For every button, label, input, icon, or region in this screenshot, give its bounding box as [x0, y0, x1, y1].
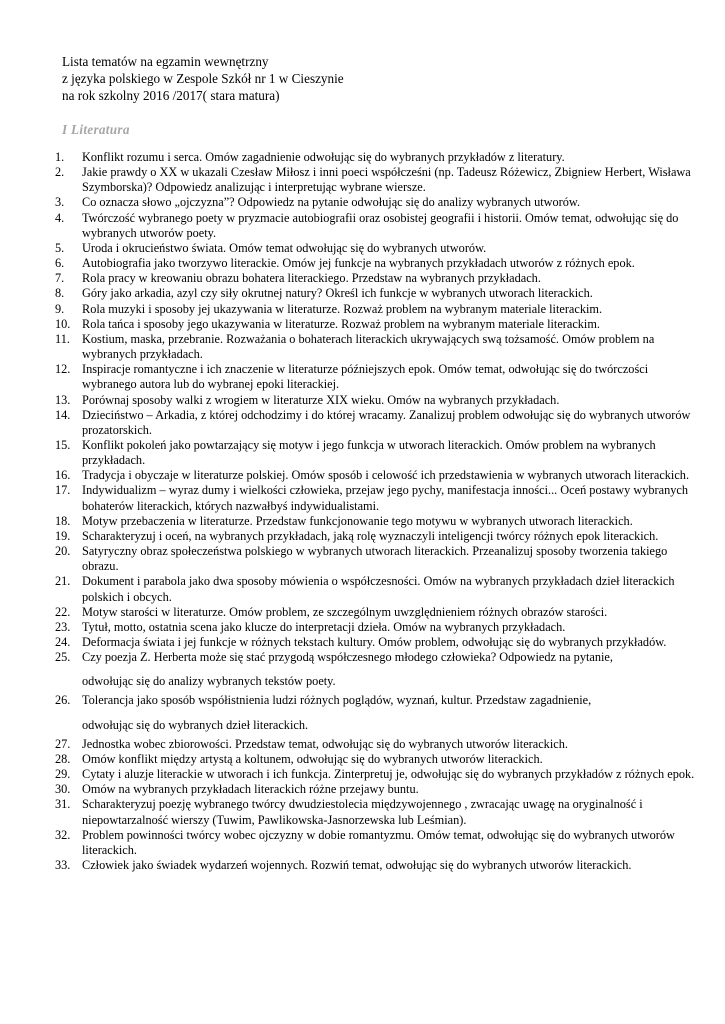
topic-item: [55, 605, 695, 620]
topic-text: Tytuł, motto, ostatnia scena jako klucze do interpretacji dzieła. Omów na wybranych przykładach.: [82, 619, 566, 634]
topic-number: 20.: [55, 544, 71, 559]
topic-text: Co oznacza słowo „ojczyzna”? Odpowiedz na pytanie odwołując się do analizy wybranych utworów.: [82, 195, 581, 210]
topic-number: 14.: [55, 407, 71, 422]
topic-item: [55, 574, 695, 604]
topic-text: Człowiek jako świadek wydarzeń wojennych. Rozwiń temat, odwołując się do wybranych utworów literackich.: [82, 858, 632, 873]
topic-text-continued: odwołując się do analizy wybranych tekstów poety.: [82, 674, 336, 689]
topic-number: 16.: [55, 468, 71, 483]
topic-number: 22.: [55, 604, 71, 619]
topic-item: [55, 241, 695, 256]
topic-item: [55, 797, 695, 827]
topic-number: 1.: [55, 150, 65, 164]
topic-item: [55, 737, 695, 752]
topic-text: Jednostka wobec zbiorowości. Przedstaw temat, odwołując się do wybranych utworów literackich.: [82, 736, 568, 751]
topic-item: [55, 529, 695, 544]
topic-number: 23.: [55, 619, 71, 634]
topic-number: 15.: [55, 437, 71, 452]
topic-item: [55, 468, 695, 483]
header-line-2: z języka polskiego w Zespole Szkół nr 1 w Cieszynie: [62, 71, 344, 86]
topic-number: 26.: [55, 693, 71, 708]
topic-text: Dzieciństwo – Arkadia, z której odchodzimy i do której wracamy. Zanalizuj problem odwołując się do wybranych utworów prozatorskich.: [82, 407, 691, 437]
topic-number: 28.: [55, 751, 71, 766]
topic-item: [55, 782, 695, 797]
topic-text: Jakie prawdy o XX w ukazali Czesław Miłosz i inni poeci współcześni (np. Tadeusz Różewicz, Zbigniew Herbert, Wisława Szymborska)? Odpowiedz analizując i interpretując wybrane wiersze.: [82, 165, 691, 195]
topic-item: [55, 286, 695, 301]
topic-item: [55, 408, 695, 438]
topic-number: 30.: [55, 782, 71, 797]
topic-number: 13.: [55, 392, 71, 407]
topic-text: Uroda i okrucieństwo świata. Omów temat odwołując się do wybranych utworów.: [82, 240, 487, 255]
topic-number: 24.: [55, 635, 71, 649]
topic-text: Porównaj sposoby walki z wrogiem w literaturze XIX wieku. Omów na wybranych przykładach.: [82, 392, 560, 407]
topic-number: 19.: [55, 528, 71, 543]
topic-item: [55, 544, 695, 574]
topic-text: Inspiracje romantyczne i ich znaczenie w literaturze późniejszych epok. Omów temat, odwołując się do twórczości wybranego autora lub do wybranej epoki literackiej.: [82, 362, 649, 392]
topic-text: Góry jako arkadia, azyl czy siły okrutnej natury? Określ ich funkcje w wybranych utworach literackich.: [82, 286, 593, 301]
topic-text: Twórczość wybranego poety w pryzmacie autobiografii oraz osobistej geografii i historii. Omów temat, odwołując się do wybranych utworów poety.: [82, 210, 679, 240]
topic-text: Motyw przebaczenia w literaturze. Przedstaw funkcjonowanie tego motywu w wybranych utworach literackich.: [82, 513, 633, 528]
topic-item: [55, 693, 695, 732]
topic-number: 18.: [55, 513, 71, 528]
topic-item: [55, 752, 695, 767]
topic-item: [55, 150, 695, 165]
topic-item: [55, 483, 695, 513]
topic-item: [55, 635, 695, 650]
topic-item: [55, 211, 695, 241]
topic-item: [55, 620, 695, 635]
topic-item: [55, 514, 695, 529]
topic-text: Omów na wybranych przykładach literackich różne przejawy buntu.: [82, 782, 419, 797]
topic-text: Deformacja świata i jej funkcje w różnych tekstach kultury. Omów problem, odwołując się do wybranych przykładów.: [82, 635, 667, 649]
header-line-1: Lista tematów na egzamin wewnętrzny: [62, 54, 269, 69]
topic-number: 21.: [55, 574, 71, 589]
topic-item: [55, 650, 695, 689]
topic-item: [55, 393, 695, 408]
topic-number: 3.: [55, 195, 65, 210]
topic-number: 6.: [55, 256, 65, 271]
topic-text: Motyw starości w literaturze. Omów problem, ze szczególnym uwzględnieniem różnych obrazów starości.: [82, 604, 608, 619]
topic-text: Autobiografia jako tworzywo literackie. Omów jej funkcje na wybranych przykładach utworów z różnych epok.: [82, 256, 635, 271]
topic-number: 7.: [55, 271, 65, 286]
topic-number: 29.: [55, 767, 71, 782]
topic-item: [55, 438, 695, 468]
topic-number: 9.: [55, 301, 65, 316]
topic-number: 27.: [55, 736, 71, 751]
topic-number: 31.: [55, 797, 71, 812]
topic-text: Cytaty i aluzje literackie w utworach i ich funkcja. Zinterpretuj je, odwołując się do wybranych przykładów z różnych epok.: [82, 767, 695, 782]
section-title: I Literatura: [62, 122, 130, 137]
topic-number: 25.: [55, 650, 71, 665]
topic-item: [55, 195, 695, 210]
topic-text: Omów konflikt między artystą a koltunem, odwołując się do wybranych utworów literackich.: [82, 751, 543, 766]
topic-item: [55, 317, 695, 332]
topic-list: [55, 150, 695, 873]
topic-item: [55, 271, 695, 286]
topic-item: [55, 858, 695, 873]
topic-text-continued: odwołując się do wybranych dzieł literackich.: [82, 717, 309, 732]
topic-text: Rola tańca i sposoby jego ukazywania w literaturze. Rozważ problem na wybranym materiale literackim.: [82, 316, 600, 331]
topic-number: 4.: [55, 210, 65, 225]
topic-number: 5.: [55, 240, 65, 255]
topic-text: Tradycja i obyczaje w literaturze polskiej. Omów sposób i celowość ich przedstawienia w wybranych utworach literackich.: [82, 468, 690, 483]
header-line-3: na rok szkolny 2016 /2017( stara matura): [62, 88, 280, 103]
topic-number: 2.: [55, 165, 65, 180]
topic-item: [55, 302, 695, 317]
topic-number: 12.: [55, 362, 71, 377]
topic-text: Scharakteryzuj poezję wybranego twórcy dwudziestolecia międzywojennego , zwracając uwagę na oryginalność i niepowtarzalność wierszy (Tuwim, Pawlikowska-Jasnorzewska lub Leśmian).: [82, 797, 643, 827]
topic-number: 33.: [55, 858, 71, 873]
topic-number: 8.: [55, 286, 65, 301]
topic-item: [55, 165, 695, 195]
topic-item: [55, 767, 695, 782]
topic-item: [55, 256, 695, 271]
topic-text: Dokument i parabola jako dwa sposoby mówienia o współczesności. Omów na wybranych przykładach dzieł literackich polskich i obcych.: [82, 574, 675, 604]
topic-text: Kostium, maska, przebranie. Rozważania o bohaterach literackich ukrywających swą tożsamość. Omów problem na wybranych przykładach.: [82, 331, 655, 362]
topic-text: Tolerancja jako sposób współistnienia ludzi różnych poglądów, wyznań, kultur. Przedstaw zagadnienie,: [82, 693, 592, 708]
topic-number: 32.: [55, 827, 71, 842]
topic-text: Rola pracy w kreowaniu obrazu bohatera literackiego. Przedstaw na wybranych przykładach.: [82, 271, 541, 286]
topic-number: 11.: [55, 331, 70, 346]
topic-item: [55, 362, 695, 392]
topic-item: [55, 828, 695, 858]
topic-text: Rola muzyki i sposoby jej ukazywania w literaturze. Rozważ problem na wybranym materiale literackim.: [82, 301, 603, 316]
topic-number: 10.: [55, 316, 71, 331]
topic-text: Scharakteryzuj i oceń, na wybranych przykładach, jaką rolę wyznaczyli inteligencji twórcy różnych epok literackich.: [82, 528, 659, 543]
topic-text: Problem powinności twórcy wobec ojczyzny w dobie romantyzmu. Omów temat, odwołując się do wybranych utworów literackich.: [82, 827, 675, 857]
topic-text: Indywidualizm – wyraz dumy i wielkości człowieka, przejaw jego pychy, manifestacja inności... Oceń postawy wybranych bohaterów literackich, których nazwałbyś indywidualistami.: [82, 483, 688, 513]
topic-text: Satyryczny obraz społeczeństwa polskiego w wybranych utworach literackich. Przeanalizuj sposoby tworzenia takiego obrazu.: [82, 544, 668, 574]
topic-text: Konflikt rozumu i serca. Omów zagadnienie odwołując się do wybranych przykładów z literatury.: [82, 150, 565, 164]
document-header: [62, 53, 622, 104]
topic-number: 17.: [55, 483, 71, 498]
topic-item: [55, 332, 695, 362]
topic-text: Czy poezja Z. Herberta może się stać przygodą współczesnego młodego człowieka? Odpowiedz na pytanie,: [82, 650, 613, 665]
topic-text: Konflikt pokoleń jako powtarzający się motyw i jego funkcja w utworach literackich. Omów problem na wybranych przykładach.: [82, 437, 656, 468]
